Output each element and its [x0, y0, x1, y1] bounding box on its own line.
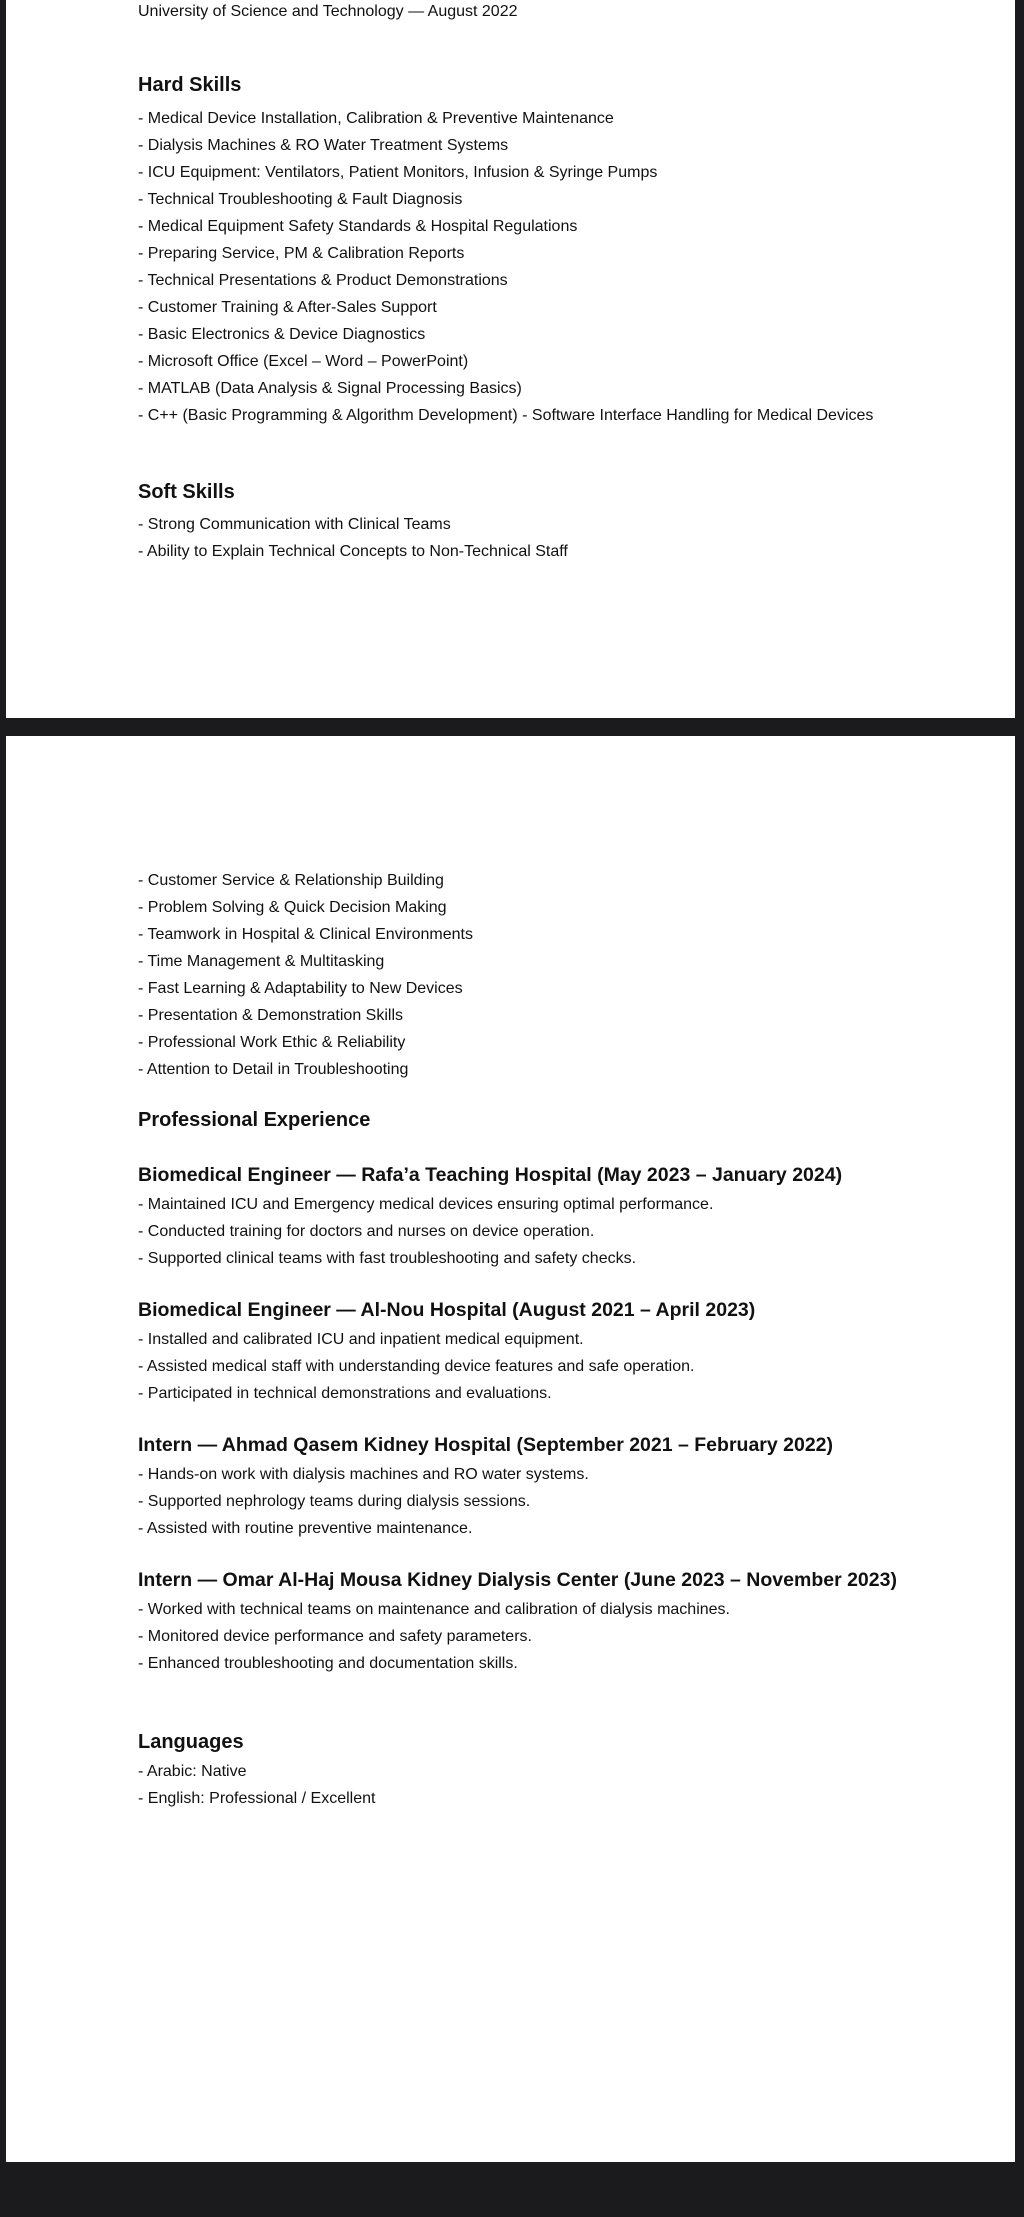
list-item: - Enhanced troubleshooting and documentation skills. — [138, 1655, 518, 1672]
list-item: - Problem Solving & Quick Decision Making — [138, 899, 447, 916]
list-item: - Medical Equipment Safety Standards & Hospital Regulations — [138, 218, 578, 235]
list-item: - Supported clinical teams with fast troubleshooting and safety checks. — [138, 1250, 637, 1267]
list-item: - Participated in technical demonstrations and evaluations. — [138, 1385, 552, 1402]
hard-skills-list — [138, 105, 898, 429]
list-item: - Fast Learning & Adaptability to New Devices — [138, 980, 463, 997]
list-item: - Technical Troubleshooting & Fault Diagnosis — [138, 191, 463, 208]
job-entry — [138, 1298, 898, 1407]
list-item: - Hands-on work with dialysis machines and RO water systems. — [138, 1466, 589, 1483]
list-item: - Supported nephrology teams during dialysis sessions. — [138, 1493, 531, 1510]
languages-section — [138, 1728, 898, 1812]
resume-page-2 — [6, 736, 1015, 2162]
experience-title: Professional Experience — [138, 1109, 371, 1131]
list-item: - Assisted medical staff with understanding device features and safe operation. — [138, 1358, 695, 1375]
list-item: - Microsoft Office (Excel – Word – PowerPoint) — [138, 353, 469, 370]
experience-section — [138, 1106, 898, 1134]
list-item: - English: Professional / Excellent — [138, 1790, 376, 1807]
list-item: - Conducted training for doctors and nurses on device operation. — [138, 1223, 595, 1240]
hard-skills-title: Hard Skills — [138, 74, 242, 96]
list-item: - Preparing Service, PM & Calibration Reports — [138, 245, 465, 262]
job-title: Intern — Ahmad Qasem Kidney Hospital (September 2021 – February 2022) — [138, 1434, 834, 1456]
list-item: - Strong Communication with Clinical Teams — [138, 516, 451, 533]
job-entry — [138, 1568, 898, 1677]
list-item: - MATLAB (Data Analysis & Signal Processing Basics) — [138, 380, 522, 397]
list-item: - Ability to Explain Technical Concepts to Non-Technical Staff — [138, 543, 568, 560]
list-item: - ICU Equipment: Ventilators, Patient Monitors, Infusion & Syringe Pumps — [138, 164, 658, 181]
list-item: - Time Management & Multitasking — [138, 953, 385, 970]
list-item: - Maintained ICU and Emergency medical devices ensuring optimal performance. — [138, 1196, 714, 1213]
list-item: - Arabic: Native — [138, 1763, 247, 1780]
list-item: - Customer Training & After-Sales Support — [138, 299, 437, 316]
list-item: - Presentation & Demonstration Skills — [138, 1007, 403, 1024]
soft-skills-title: Soft Skills — [138, 481, 235, 503]
list-item: - Technical Presentations & Product Demonstrations — [138, 272, 508, 289]
list-item: - Worked with technical teams on maintenance and calibration of dialysis machines. — [138, 1601, 730, 1618]
soft-skills-section — [138, 478, 898, 506]
hard-skills-section — [138, 71, 898, 99]
list-item: - Medical Device Installation, Calibration & Preventive Maintenance — [138, 110, 614, 127]
list-item: - Professional Work Ethic & Reliability — [138, 1034, 406, 1051]
languages-title: Languages — [138, 1731, 244, 1753]
list-item: - C++ (Basic Programming & Algorithm Development) - Software Interface Handling for Medical Devices — [138, 407, 874, 424]
list-item: - Customer Service & Relationship Building — [138, 872, 444, 889]
soft-skills-list-page-2 — [138, 867, 898, 1083]
list-item: - Assisted with routine preventive maintenance. — [138, 1520, 473, 1537]
list-item: - Installed and calibrated ICU and inpatient medical equipment. — [138, 1331, 584, 1348]
list-item: - Teamwork in Hospital & Clinical Environments — [138, 926, 473, 943]
job-title: Intern — Omar Al-Haj Mousa Kidney Dialysis Center (June 2023 – November 2023) — [138, 1569, 897, 1591]
resume-page-1 — [6, 0, 1015, 718]
job-title: Biomedical Engineer — Rafa’a Teaching Hospital (May 2023 – January 2024) — [138, 1164, 843, 1186]
education-line: University of Science and Technology — August 2022 — [138, 3, 518, 20]
list-item: - Basic Electronics & Device Diagnostics — [138, 326, 426, 343]
list-item: - Attention to Detail in Troubleshooting — [138, 1061, 409, 1078]
list-item: - Monitored device performance and safety parameters. — [138, 1628, 532, 1645]
soft-skills-list-page-1 — [138, 511, 898, 565]
job-title: Biomedical Engineer — Al-Nou Hospital (August 2021 – April 2023) — [138, 1299, 756, 1321]
job-entry — [138, 1433, 898, 1542]
job-entry — [138, 1163, 898, 1272]
list-item: - Dialysis Machines & RO Water Treatment Systems — [138, 137, 509, 154]
